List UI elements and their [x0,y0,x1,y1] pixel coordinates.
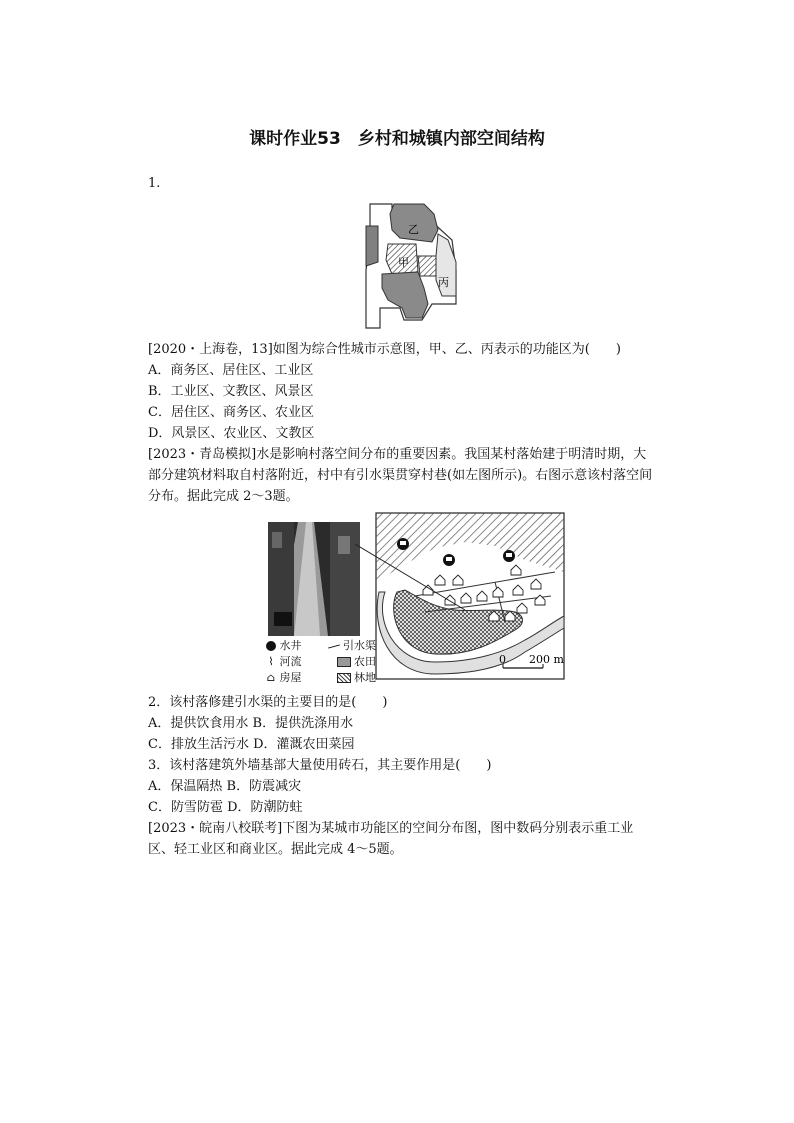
city-map-figure [352,200,472,330]
legend-canal: 引水渠 [343,639,376,652]
question-1-option-b: B．工业区、文教区、风景区 [148,384,314,399]
legend-field: 农田 [354,655,376,668]
map-legend [266,638,376,686]
question-1-option-c: C．居住区、商务区、农业区 [148,405,314,420]
question-3-stem: 3．该村落建筑外墙基部大量使用砖石，其主要作用是( ) [148,758,492,773]
alley-photo [268,522,360,636]
questions-2-3-intro: [2023・青岛模拟]水是影响村落空间分布的重要因素。我国某村落始建于明清时期，大部分建筑材料取自村落附近，村中有引水渠贯穿村巷(如左图所示)。右图示意该村落空间分布。据此完成 2～3题。 [148,447,653,504]
legend-river: 河流 [279,655,302,668]
question-2-option-ab: A．提供饮食用水 B．提供洗涤用水 [148,716,354,731]
question-2-stem: 2．该村落修建引水渠的主要目的是( ) [148,695,388,710]
pointer-line [355,540,475,620]
well-icon [503,550,515,562]
river-icon: ⌇ [268,655,274,668]
forest-icon [337,673,351,683]
questions-4-5-intro: [2023・皖南八校联考]下图为某城市功能区的空间分布图，图中数码分别表示重工业区、轻工业区和商业区。据此完成 4～5题。 [148,821,634,857]
field-icon [337,657,351,667]
label-bing: 丙 [438,276,449,289]
legend-well: 水井 [279,639,302,652]
page-title: 课时作业53 乡村和城镇内部空间结构 [249,129,545,149]
scale-zero: 0 [499,653,506,666]
legend-forest: 林地 [354,671,376,684]
well-icon [266,641,276,651]
question-2-option-cd: C．排放生活污水 D．灌溉农田菜园 [148,737,355,752]
question-1-option-d: D．风景区、农业区、文教区 [148,426,315,441]
legend-house: 房屋 [279,671,302,684]
house-icon: ⌂ [266,671,276,684]
label-jia: 甲 [398,256,409,269]
question-3-option-ab: A．保温隔热 B．防震减灾 [148,779,302,794]
question-1-option-a: A．商务区、居住区、工业区 [148,363,314,378]
canal-icon [328,644,340,648]
question-1-stem: [2020・上海卷，13]如图为综合性城市示意图，甲、乙、丙表示的功能区为( ) [148,342,621,357]
scale-distance: 200 m [529,653,564,666]
question-number-1: 1. [148,176,161,191]
label-yi: 乙 [408,223,419,236]
question-3-option-cd: C．防雪防雹 D．防潮防蛀 [148,800,303,815]
